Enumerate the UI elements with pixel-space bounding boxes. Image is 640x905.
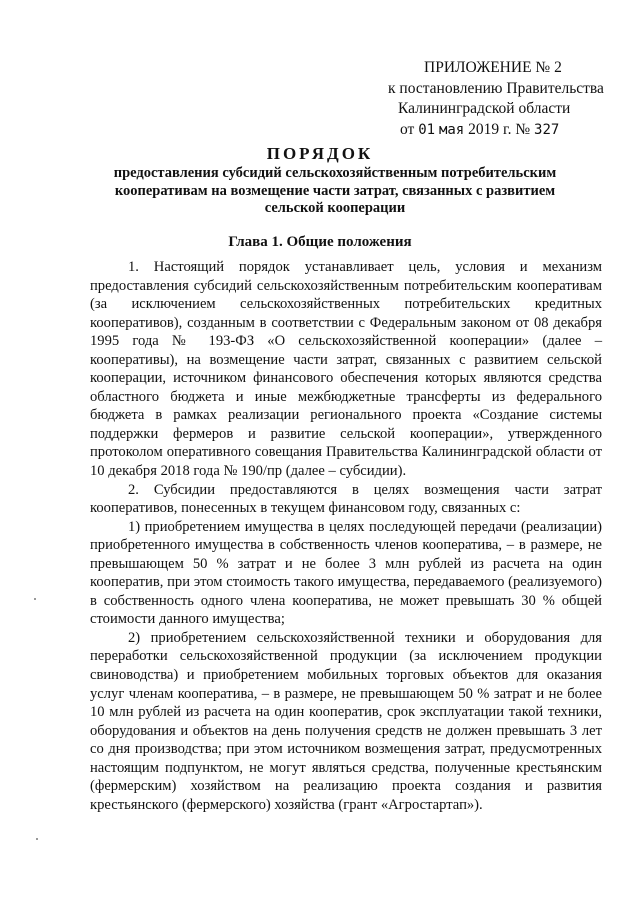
subparagraph: 1) приобретением имущества в целях последующей передачи (реализации) приобретенного имущества в собственность членов кооператива, – в размере, не превышающем 50 % затрат и не более 3 млн рублей из расчета на один кооператив, при этом стоимость такого имущества, передаваемого (реализуемого) в собственность одного члена кооператива, не может превышать 30 % общей стоимости данного имущества; [90,518,602,628]
appendix-block [388,58,628,140]
paragraph: 2. Субсидии предоставляются в целях возмещения части затрат кооперативов, понесенных в текущем финансовом году, связанных с: [90,481,602,517]
document-subtitle: предоставления субсидий сельскохозяйственным потребительским кооперативам на возмещение части затрат, связанных с развитием сельской кооперации [113,165,557,216]
subparagraph: 2) приобретением сельскохозяйственной техники и оборудования для переработки сельскохозяйственной продукции (за исключением продукции свиноводства) и приобретением мобильных торговых объектов для оказания услуг членам кооператива, – в размере, не превышающем 50 % затрат и не более 10 млн рублей из расчета на один кооператив, срок эксплуатации такой техники, оборудования и объектов на день получения средств не должен превышать 3 лет со дня производства; при этом источником возмещения затрат, предусмотренных настоящим подпунктом, не могут являться средства, полученные крестьянским (фермерским) хозяйством на реализацию проекта создания и развития крестьянского (фермерского) хозяйства (грант «Агростартап»). [90,629,602,813]
scan-speck [34,598,36,600]
document-title: ПОРЯДОК [266,144,374,163]
document-body [90,258,602,814]
appendix-region: Калининградской области [398,100,571,117]
scan-speck [36,838,38,840]
decree-number: 327 [534,121,560,138]
paragraph: 1. Настоящий порядок устанавливает цель, условия и механизм предоставления субсидий сельскохозяйственным потребительским кооперативам (за исключением сельскохозяйственных потребительских кредитных кооперативов), созданным в соответствии с Федеральным законом от 08 декабря 1995 года № 193-ФЗ «О сельскохозяйственной кооперации» (далее – кооперативы), на возмещение части затрат, связанных с развитием сельской кооперации, источником финансового обеспечения которых являются средства областного бюджета и иные межбюджетные трансферты из федерального бюджета в рамках реализации регионального проекта «Создание системы поддержки фермеров и развитие сельской кооперации», утвержденного протоколом оперативного совещания Правительства Калининградской области от 10 декабря 2018 года № 190/пр (далее – субсидии). [90,259,602,480]
date-year: 2019 г. № [468,120,531,138]
date-month: мая [438,121,465,138]
appendix-title: ПРИЛОЖЕНИЕ № 2 [424,59,562,76]
appendix-date-line [388,120,628,141]
appendix-reference: к постановлению Правительства [388,79,604,97]
date-prefix: от [400,120,415,138]
chapter-heading: Глава 1. Общие положения [228,234,412,250]
date-day: 01 [418,121,436,138]
